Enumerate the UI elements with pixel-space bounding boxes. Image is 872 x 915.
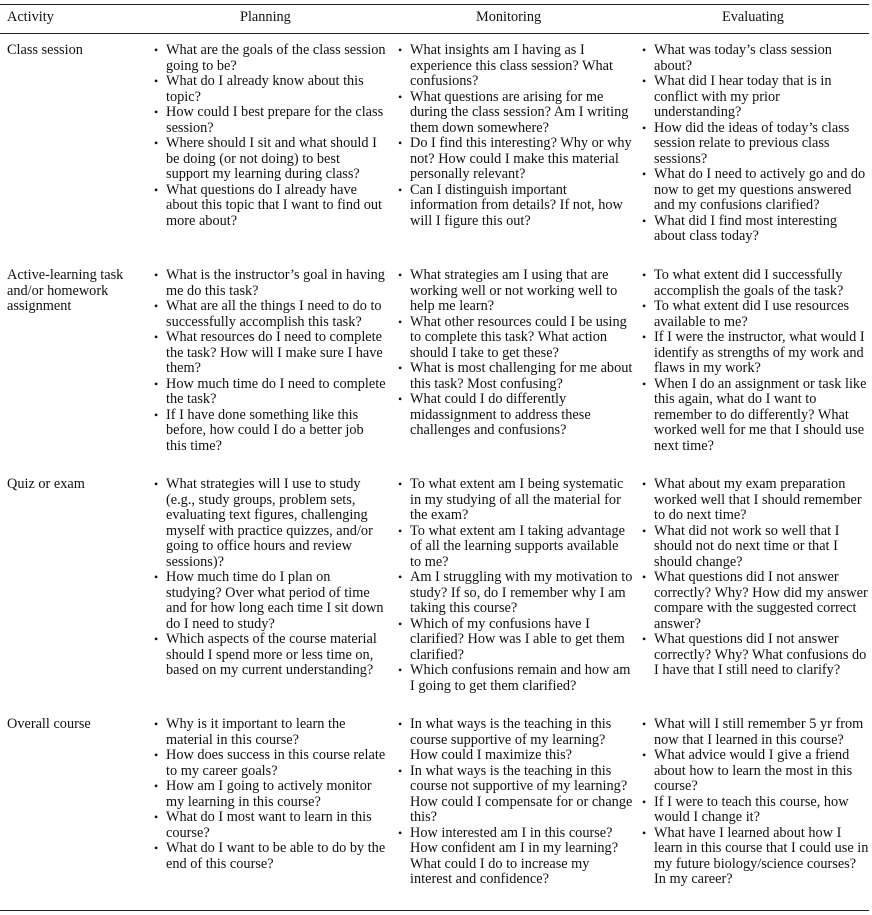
- question-text: How much time do I need to complete the task?: [166, 375, 386, 407]
- question-text: What about my exam preparation worked well that I should remember to do next time?: [654, 476, 862, 523]
- question-item: [398, 183, 633, 230]
- bullet-icon: •: [642, 268, 647, 282]
- bullet-icon: •: [154, 43, 159, 57]
- cell-class-session-planning: [154, 43, 386, 229]
- question-item: [398, 524, 633, 571]
- question-item: [154, 105, 386, 136]
- question-text: To what extent did I use resources available to me?: [654, 298, 850, 330]
- bullet-icon: •: [398, 392, 403, 406]
- bullet-icon: •: [154, 136, 159, 150]
- question-text: What resources do I need to complete the task? How will I make sure I have them?: [166, 329, 383, 376]
- question-text: Which confusions remain and how am I going to get them clarified?: [410, 662, 631, 694]
- question-item: [398, 136, 633, 183]
- question-item: [398, 315, 633, 362]
- question-text: What have I learned about how I learn in this course that I could use in my future biology/science courses? In my career?: [654, 824, 869, 887]
- question-text: Where should I sit and what should I be doing (or not doing) to best support my learning during class?: [166, 135, 377, 182]
- question-item: [154, 408, 386, 455]
- bullet-icon: •: [154, 407, 159, 422]
- question-text: How am I going to actively monitor my learning in this course?: [166, 778, 372, 810]
- question-text: What other resources could I be using to complete this task? What action should I take to get these?: [410, 313, 627, 361]
- question-item: [398, 717, 633, 764]
- question-item: [154, 74, 386, 105]
- question-text: When I do an assignment or task like this again, what do I want to remember to do differently? What worked well for me that I should use next time?: [654, 375, 867, 454]
- question-text: Do I find this interesting? Why or why not? How could I make this material personally relevant?: [410, 135, 632, 182]
- question-item: [154, 841, 386, 872]
- question-item: [398, 392, 633, 439]
- cell-quiz-evaluating: [642, 477, 870, 679]
- question-item: [398, 361, 633, 392]
- question-item: [642, 167, 870, 214]
- bullet-icon: •: [398, 89, 403, 104]
- question-text: In what ways is the teaching in this course supportive of my learning? How could I maximize this?: [410, 716, 612, 763]
- question-text: What do I most want to learn in this course?: [166, 809, 372, 841]
- question-item: [642, 268, 870, 299]
- bullet-icon: •: [398, 763, 403, 778]
- question-text: What questions do I already have about this topic that I want to find out more about?: [166, 181, 383, 229]
- question-item: [642, 43, 870, 74]
- bullet-icon: •: [154, 376, 159, 391]
- bullet-icon: •: [642, 632, 647, 646]
- header-monitoring: Monitoring: [476, 9, 542, 25]
- header-activity: Activity: [7, 9, 54, 25]
- question-item: [398, 764, 633, 826]
- bullet-icon: •: [154, 182, 159, 197]
- question-text: What did not work so well that I should not do next time or that I should change?: [654, 522, 840, 570]
- question-text: What do I already know about this topic?: [166, 73, 364, 105]
- bullet-icon: •: [642, 477, 647, 491]
- question-text: To what extent am I being systematic in my studying of all the material for the exam?: [410, 476, 624, 523]
- bullet-icon: •: [154, 632, 159, 646]
- question-text: To what extent did I successfully accomplish the goals of the task?: [654, 267, 844, 299]
- question-text: What was today’s class session about?: [654, 42, 832, 74]
- question-text: What questions are arising for me during the class session? Am I writing them down somewhere?: [410, 88, 629, 136]
- bullet-icon: •: [398, 361, 403, 375]
- question-item: [398, 43, 633, 90]
- question-item: [642, 570, 870, 632]
- question-item: [398, 90, 633, 137]
- cell-class-session-monitoring: [398, 43, 633, 229]
- bullet-icon: •: [642, 748, 647, 762]
- question-item: [398, 663, 633, 694]
- cell-quiz-monitoring: [398, 477, 633, 694]
- bullet-icon: •: [154, 477, 159, 491]
- bullet-icon: •: [154, 74, 159, 88]
- question-item: [642, 477, 870, 524]
- question-item: [154, 136, 386, 183]
- question-text: What advice would I give a friend about how to learn the most in this course?: [654, 747, 853, 794]
- bullet-icon: •: [642, 825, 647, 840]
- question-item: [154, 377, 386, 408]
- question-item: [154, 717, 386, 748]
- cell-overall-monitoring: [398, 717, 633, 888]
- question-text: What do I want to be able to do by the end of this course?: [166, 840, 386, 872]
- question-text: What are all the things I need to do to successfully accomplish this task?: [166, 298, 382, 330]
- question-item: [642, 795, 870, 826]
- question-text: What is most challenging for me about this task? Most confusing?: [410, 360, 633, 392]
- cell-active-learning-monitoring: [398, 268, 633, 439]
- question-item: [154, 632, 386, 679]
- bullet-icon: •: [154, 779, 159, 793]
- question-item: [154, 268, 386, 299]
- cell-overall-evaluating: [642, 717, 870, 888]
- bullet-icon: •: [398, 523, 403, 538]
- bullet-icon: •: [642, 120, 647, 135]
- activity-quiz-or-exam: Quiz or exam: [7, 476, 85, 492]
- question-item: [642, 717, 870, 748]
- cell-quiz-planning: [154, 477, 386, 679]
- question-item: [398, 268, 633, 315]
- header-evaluating: Evaluating: [722, 9, 784, 25]
- cell-class-session-evaluating: [642, 43, 870, 245]
- bullet-icon: •: [398, 477, 403, 491]
- question-text: If I have done something like this before, how could I do a better job this time?: [166, 406, 364, 454]
- question-item: [642, 524, 870, 571]
- activity-overall-course: Overall course: [7, 716, 91, 732]
- bullet-icon: •: [642, 376, 647, 391]
- bullet-icon: •: [398, 663, 403, 677]
- activity-class-session: Class session: [7, 42, 83, 58]
- bullet-icon: •: [154, 105, 159, 119]
- question-item: [398, 477, 633, 524]
- header-planning: Planning: [240, 9, 291, 25]
- activity-active-learning: Active-learning task and/or homework assignment: [7, 267, 124, 314]
- cell-active-learning-evaluating: [642, 268, 870, 454]
- question-item: [398, 570, 633, 617]
- question-text: What strategies will I use to study (e.g., study groups, problem sets, evaluating text figures, challenging myself with practice quizzes, and/or going to office hours and review sessions)?: [166, 476, 373, 570]
- question-item: [398, 826, 633, 888]
- bullet-icon: •: [398, 43, 403, 57]
- question-item: [642, 299, 870, 330]
- bullet-icon: •: [154, 268, 159, 282]
- question-text: If I were the instructor, what would I identify as strengths of my work and flaws in my work?: [654, 329, 865, 376]
- question-text: Can I distinguish important information from details? If not, how will I figure this out?: [410, 181, 623, 229]
- question-item: [642, 121, 870, 168]
- question-text: What did I find most interesting about class today?: [654, 212, 838, 244]
- question-text: If I were to teach this course, how would I change it?: [654, 793, 849, 825]
- question-text: How did the ideas of today’s class session relate to previous class sessions?: [654, 119, 850, 167]
- question-item: [642, 74, 870, 121]
- bullet-icon: •: [642, 523, 647, 538]
- bullet-icon: •: [642, 794, 647, 809]
- bullet-icon: •: [154, 299, 159, 313]
- cell-overall-planning: [154, 717, 386, 872]
- question-item: [154, 779, 386, 810]
- bullet-icon: •: [642, 167, 647, 181]
- question-text: To what extent am I taking advantage of all the learning supports available to me?: [410, 522, 625, 570]
- table-top-rule: [0, 4, 869, 5]
- question-item: [642, 330, 870, 377]
- question-text: What could I do differently midassignment to address these challenges and confusions?: [410, 391, 591, 438]
- question-text: What will I still remember 5 yr from now that I learned in this course?: [654, 716, 864, 748]
- bullet-icon: •: [154, 717, 159, 731]
- bullet-icon: •: [154, 810, 159, 824]
- question-text: Which aspects of the course material should I spend more or less time on, based on my current understanding?: [166, 631, 377, 678]
- question-text: In what ways is the teaching in this course not supportive of my learning? How could I compensate for or change this?: [410, 762, 633, 825]
- question-item: [642, 826, 870, 888]
- question-item: [642, 214, 870, 245]
- bullet-icon: •: [642, 74, 647, 88]
- bullet-icon: •: [642, 43, 647, 57]
- bullet-icon: •: [398, 570, 403, 584]
- bullet-icon: •: [398, 268, 403, 282]
- bullet-icon: •: [398, 717, 403, 731]
- bullet-icon: •: [398, 825, 403, 840]
- question-item: [154, 810, 386, 841]
- question-text: How much time do I plan on studying? Over what period of time and for how long each time I sit down do I need to study?: [166, 569, 384, 632]
- question-item: [154, 330, 386, 377]
- bullet-icon: •: [398, 182, 403, 197]
- bullet-icon: •: [398, 616, 403, 631]
- question-text: How does success in this course relate to my career goals?: [166, 747, 386, 779]
- table-header-rule: [0, 33, 869, 34]
- question-item: [642, 632, 870, 679]
- question-item: [154, 299, 386, 330]
- question-item: [154, 43, 386, 74]
- question-item: [642, 748, 870, 795]
- question-item: [154, 748, 386, 779]
- bullet-icon: •: [642, 213, 647, 228]
- bullet-icon: •: [154, 841, 159, 855]
- question-text: How could I best prepare for the class session?: [166, 104, 384, 136]
- question-text: What do I need to actively go and do now to get my questions answered and my confusions clarified?: [654, 166, 866, 213]
- question-item: [398, 617, 633, 664]
- bullet-icon: •: [642, 330, 647, 344]
- question-text: What strategies am I using that are working well or not working well to help me learn?: [410, 267, 618, 314]
- question-text: What insights am I having as I experience this class session? What confusions?: [410, 42, 614, 89]
- bullet-icon: •: [642, 299, 647, 313]
- bullet-icon: •: [154, 748, 159, 762]
- question-text: Which of my confusions have I clarified? How was I able to get them clarified?: [410, 615, 625, 663]
- bullet-icon: •: [642, 570, 647, 584]
- table-bottom-rule: [0, 910, 869, 911]
- question-item: [154, 477, 386, 570]
- question-text: What did I hear today that is in conflict with my prior understanding?: [654, 73, 832, 120]
- question-text: What are the goals of the class session going to be?: [166, 42, 386, 74]
- bullet-icon: •: [642, 717, 647, 731]
- bullet-icon: •: [154, 330, 159, 344]
- question-text: What is the instructor’s goal in having me do this task?: [166, 267, 385, 299]
- cell-active-learning-planning: [154, 268, 386, 454]
- question-text: Why is it important to learn the material in this course?: [166, 716, 346, 748]
- question-item: [154, 570, 386, 632]
- bullet-icon: •: [154, 570, 159, 584]
- question-item: [642, 377, 870, 455]
- question-text: What questions did I not answer correctly? Why? How did my answer compare with the suggested correct answer?: [654, 569, 868, 632]
- question-item: [154, 183, 386, 230]
- bullet-icon: •: [398, 136, 403, 150]
- question-text: What questions did I not answer correctly? Why? What confusions do I have that I still need to clarify?: [654, 631, 867, 678]
- question-text: How interested am I in this course? How confident am I in my learning? What could I do to increase my interest and confidence?: [410, 824, 619, 887]
- bullet-icon: •: [398, 314, 403, 329]
- question-text: Am I struggling with my motivation to study? If so, do I remember why I am taking this course?: [410, 569, 633, 616]
